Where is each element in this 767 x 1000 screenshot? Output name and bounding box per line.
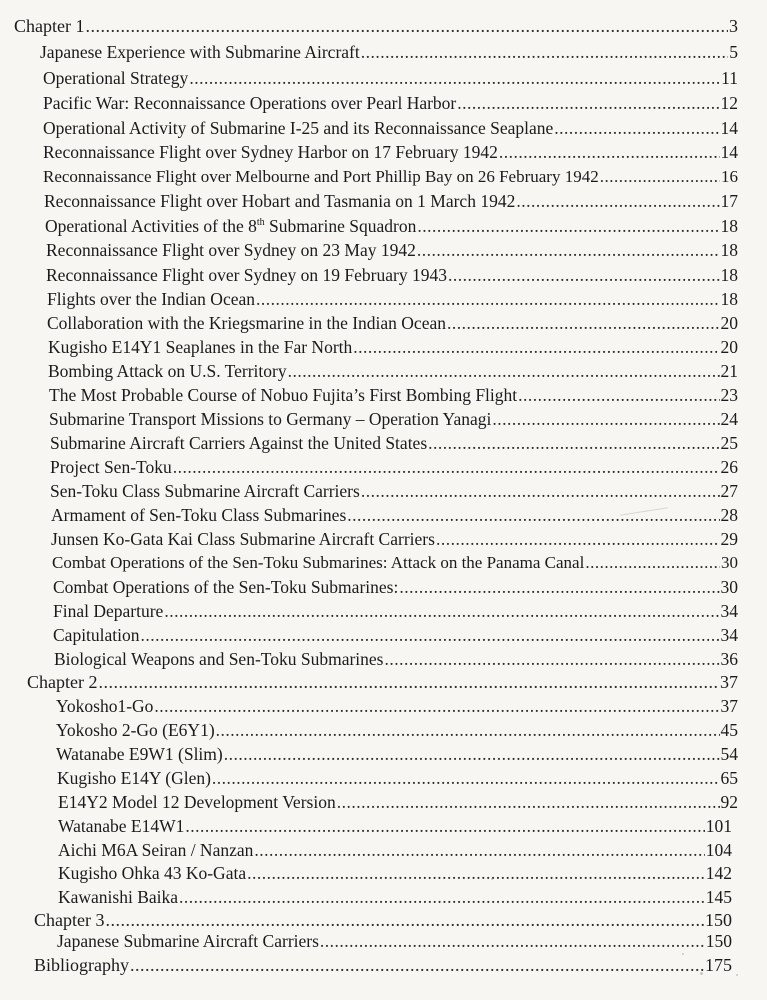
- toc-entry-page: 16: [721, 167, 738, 186]
- toc-entry-page: 30: [720, 577, 738, 597]
- toc-entry-title: Reconnaissance Flight over Sydney on 19 February 1943: [46, 265, 447, 285]
- toc-entry-title: Kugisho E14Y (Glen): [57, 768, 211, 788]
- toc-entry-page: 54: [720, 744, 738, 764]
- toc-entry[interactable]: [51, 527, 738, 551]
- toc-entry-title: Watanabe E14W1: [58, 816, 185, 836]
- leader-dots: [516, 189, 719, 213]
- toc-entry-title: Collaboration with the Kriegsmarine in the Indian Ocean: [47, 313, 446, 333]
- leader-dots: [385, 647, 720, 671]
- toc-entry[interactable]: [58, 790, 738, 814]
- toc-entry[interactable]: [40, 40, 738, 64]
- toc-entry[interactable]: [57, 766, 738, 790]
- toc-entry[interactable]: [58, 838, 732, 862]
- leader-dots: [361, 479, 720, 503]
- toc-entry-title: Combat Operations of the Sen-Toku Submarines:: [53, 577, 399, 597]
- toc-entry-title: E14Y2 Model 12 Development Version: [58, 792, 336, 812]
- toc-entry[interactable]: [49, 383, 738, 407]
- toc-entry-title: Kawanishi Baika: [58, 887, 179, 907]
- toc-entry-title: Project Sen-Toku: [50, 457, 172, 477]
- leader-dots: [98, 670, 719, 694]
- toc-entry-title: Combat Operations of the Sen-Toku Submarines: Attack on the Panama Canal: [52, 553, 585, 572]
- toc-entry-page: 25: [720, 433, 738, 453]
- toc-entry-title: Aichi M6A Seiran / Nanzan: [58, 840, 254, 860]
- leader-dots: [130, 953, 704, 977]
- toc-entry-page: 34: [720, 601, 738, 621]
- toc-entry[interactable]: [50, 479, 738, 503]
- toc-entry-page: 14: [720, 118, 738, 138]
- toc-entry-chapter-2[interactable]: [27, 670, 738, 694]
- toc-entry-page: 12: [720, 93, 738, 113]
- leader-dots: [154, 694, 719, 718]
- toc-entry[interactable]: [44, 189, 738, 213]
- toc-entry-chapter-1[interactable]: [14, 14, 738, 38]
- toc-entry-page: 175: [705, 955, 732, 975]
- toc-entry-page: 23: [720, 385, 738, 405]
- toc-entry-page: 92: [720, 792, 738, 812]
- toc-entry[interactable]: [43, 116, 738, 140]
- toc-entry-title: Flights over the Indian Ocean: [47, 289, 256, 309]
- leader-dots: [518, 383, 719, 407]
- toc-entry[interactable]: [46, 263, 738, 287]
- leader-dots: [492, 407, 719, 431]
- toc-entry[interactable]: [58, 861, 732, 885]
- toc-entry-title: Armament of Sen-Toku Class Submarines: [51, 505, 347, 525]
- toc-entry[interactable]: [54, 647, 738, 671]
- toc-entry-title-part: Operational Activities of the 8: [45, 216, 257, 236]
- toc-entry[interactable]: [43, 140, 738, 164]
- toc-entry-title: Reconnaissance Flight over Hobart and Tasmania on 1 March 1942: [44, 191, 516, 211]
- toc-entry[interactable]: [53, 623, 738, 647]
- toc-entry-title: Japanese Submarine Aircraft Carriers: [57, 931, 319, 951]
- toc-entry[interactable]: [58, 814, 732, 838]
- toc-entry[interactable]: [56, 742, 738, 766]
- toc-entry-page: 104: [705, 840, 732, 860]
- toc-entry-title: [45, 214, 416, 238]
- leader-dots: [212, 766, 720, 790]
- toc-entry-page: 28: [720, 505, 738, 525]
- leader-dots: [600, 165, 720, 189]
- leader-dots: [320, 929, 705, 953]
- toc-entry[interactable]: [50, 455, 738, 479]
- leader-dots: [447, 311, 720, 335]
- toc-entry-page: 37: [720, 672, 738, 692]
- toc-entry-page: 21: [720, 361, 738, 381]
- leader-dots: [189, 66, 720, 90]
- toc-entry[interactable]: [58, 885, 732, 909]
- toc-entry-title: Bibliography: [34, 955, 129, 975]
- toc-entry-title: Pacific War: Reconnaissance Operations over Pearl Harbor: [43, 93, 457, 113]
- leader-dots: [216, 718, 720, 742]
- leader-dots: [256, 287, 719, 311]
- leader-dots: [417, 238, 720, 262]
- toc-entry-title: Operational Strategy: [43, 68, 189, 88]
- toc-entry-page: 27: [720, 481, 738, 501]
- toc-entry-page: 20: [720, 337, 738, 357]
- toc-entry-page: 11: [721, 68, 738, 88]
- toc-entry[interactable]: [53, 599, 738, 623]
- leader-dots: [353, 335, 719, 359]
- leader-dots: [179, 885, 705, 909]
- toc-entry[interactable]: [49, 407, 738, 431]
- toc-entry-page: 18: [720, 265, 738, 285]
- toc-entry[interactable]: [48, 335, 738, 359]
- toc-entry-title-part: Submarine Squadron: [264, 216, 417, 236]
- scan-speck: [682, 953, 684, 955]
- leader-dots: [185, 814, 704, 838]
- toc-entry-title: Chapter 2: [27, 672, 98, 692]
- toc-entry-page: 20: [720, 313, 738, 333]
- leader-dots: [499, 140, 720, 164]
- toc-entry-page: 3: [729, 16, 738, 36]
- ordinal-superscript: th: [256, 217, 265, 229]
- toc-entry-title: Final Departure: [53, 601, 164, 621]
- leader-dots: [85, 14, 728, 38]
- toc-entry-page: 65: [720, 768, 738, 788]
- toc-entry-page: 26: [720, 457, 738, 477]
- toc-entry-title: Yokosho1-Go: [56, 696, 154, 716]
- toc-entry-title: Junsen Ko-Gata Kai Class Submarine Aircraft Carriers: [51, 529, 435, 549]
- toc-entry-title: Chapter 1: [14, 16, 85, 36]
- leader-dots: [224, 742, 720, 766]
- toc-entry-page: 5: [729, 42, 738, 62]
- toc-entry-page: 18: [720, 289, 738, 309]
- toc-entry[interactable]: [53, 575, 738, 599]
- leader-dots: [457, 91, 719, 115]
- toc-entry-title: Chapter 3: [34, 910, 105, 930]
- toc-entry[interactable]: [45, 214, 738, 238]
- scan-speck: [736, 974, 738, 976]
- toc-entry[interactable]: [56, 694, 738, 718]
- leader-dots: [247, 861, 705, 885]
- leader-dots: [554, 116, 719, 140]
- toc-entry-title: Submarine Transport Missions to Germany – Operation Yanagi: [49, 409, 492, 429]
- leader-dots: [399, 575, 719, 599]
- toc-entry-title: Operational Activity of Submarine I-25 and its Reconnaissance Seaplane: [43, 118, 554, 138]
- toc-entry[interactable]: [43, 66, 738, 90]
- leader-dots: [164, 599, 719, 623]
- leader-dots: [417, 214, 719, 238]
- leader-dots: [254, 838, 704, 862]
- toc-entry[interactable]: [47, 287, 738, 311]
- toc-entry[interactable]: [43, 91, 738, 115]
- leader-dots: [361, 40, 729, 64]
- toc-entry-title: Kugisho Ohka 43 Ko-Gata: [58, 863, 247, 883]
- toc-entry-title: Sen-Toku Class Submarine Aircraft Carriers: [50, 481, 360, 501]
- toc-entry-title: Bombing Attack on U.S. Territory: [48, 361, 287, 381]
- toc-entry-title: Watanabe E9W1 (Slim): [56, 744, 223, 764]
- leader-dots: [347, 503, 719, 527]
- toc-entry-page: 37: [720, 696, 738, 716]
- toc-entry-page: 30: [721, 553, 738, 572]
- toc-entry-title: Submarine Aircraft Carriers Against the United States: [50, 433, 428, 453]
- toc-entry-page: 150: [705, 910, 732, 930]
- leader-dots: [448, 263, 720, 287]
- toc-entry[interactable]: [43, 165, 738, 189]
- toc-entry-title: Yokosho 2-Go (E6Y1): [56, 720, 215, 740]
- leader-dots: [288, 359, 720, 383]
- leader-dots: [141, 623, 720, 647]
- toc-entry-page: 14: [720, 142, 738, 162]
- toc-entry-bibliography[interactable]: [34, 953, 732, 977]
- toc-entry-page: 18: [720, 216, 738, 236]
- leader-dots: [585, 551, 720, 575]
- scan-speck: [491, 878, 493, 880]
- toc-entry[interactable]: [51, 503, 738, 527]
- toc-entry-page: 45: [720, 720, 738, 740]
- toc-entry-page: 34: [720, 625, 738, 645]
- leader-dots: [173, 455, 720, 479]
- leader-dots: [337, 790, 720, 814]
- toc-entry-page: 142: [705, 863, 732, 883]
- toc-entry-title: Reconnaissance Flight over Sydney on 23 May 1942: [46, 240, 416, 260]
- toc-entry[interactable]: [56, 718, 738, 742]
- toc-entry[interactable]: [48, 359, 738, 383]
- toc-entry-page: 150: [705, 931, 732, 951]
- toc-entry-title: Capitulation: [53, 625, 140, 645]
- toc-entry-title: Japanese Experience with Submarine Aircraft: [40, 42, 360, 62]
- toc-entry[interactable]: [50, 431, 738, 455]
- toc-entry-page: 101: [705, 816, 732, 836]
- toc-entry-title: Reconnaissance Flight over Sydney Harbor on 17 February 1942: [43, 142, 498, 162]
- toc-entry[interactable]: [47, 311, 738, 335]
- toc-entry[interactable]: [46, 238, 738, 262]
- leader-dots: [436, 527, 720, 551]
- toc-entry-title: The Most Probable Course of Nobuo Fujita’s First Bombing Flight: [49, 385, 518, 405]
- toc-entry-title: Reconnaissance Flight over Melbourne and Port Phillip Bay on 26 February 1942: [43, 167, 599, 186]
- toc-entry-page: 36: [720, 649, 738, 669]
- toc-entry-page: 24: [720, 409, 738, 429]
- leader-dots: [428, 431, 719, 455]
- toc-entry-page: 29: [720, 529, 738, 549]
- toc-entry-title: Biological Weapons and Sen-Toku Submarines: [54, 649, 384, 669]
- toc-entry-page: 17: [720, 191, 738, 211]
- toc-entry[interactable]: [57, 929, 732, 953]
- toc-entry-title: Kugisho E14Y1 Seaplanes in the Far North: [48, 337, 353, 357]
- scan-speck: [700, 972, 703, 975]
- toc-entry[interactable]: [52, 551, 738, 575]
- toc-entry-page: 145: [705, 887, 732, 907]
- toc-entry-page: 18: [720, 240, 738, 260]
